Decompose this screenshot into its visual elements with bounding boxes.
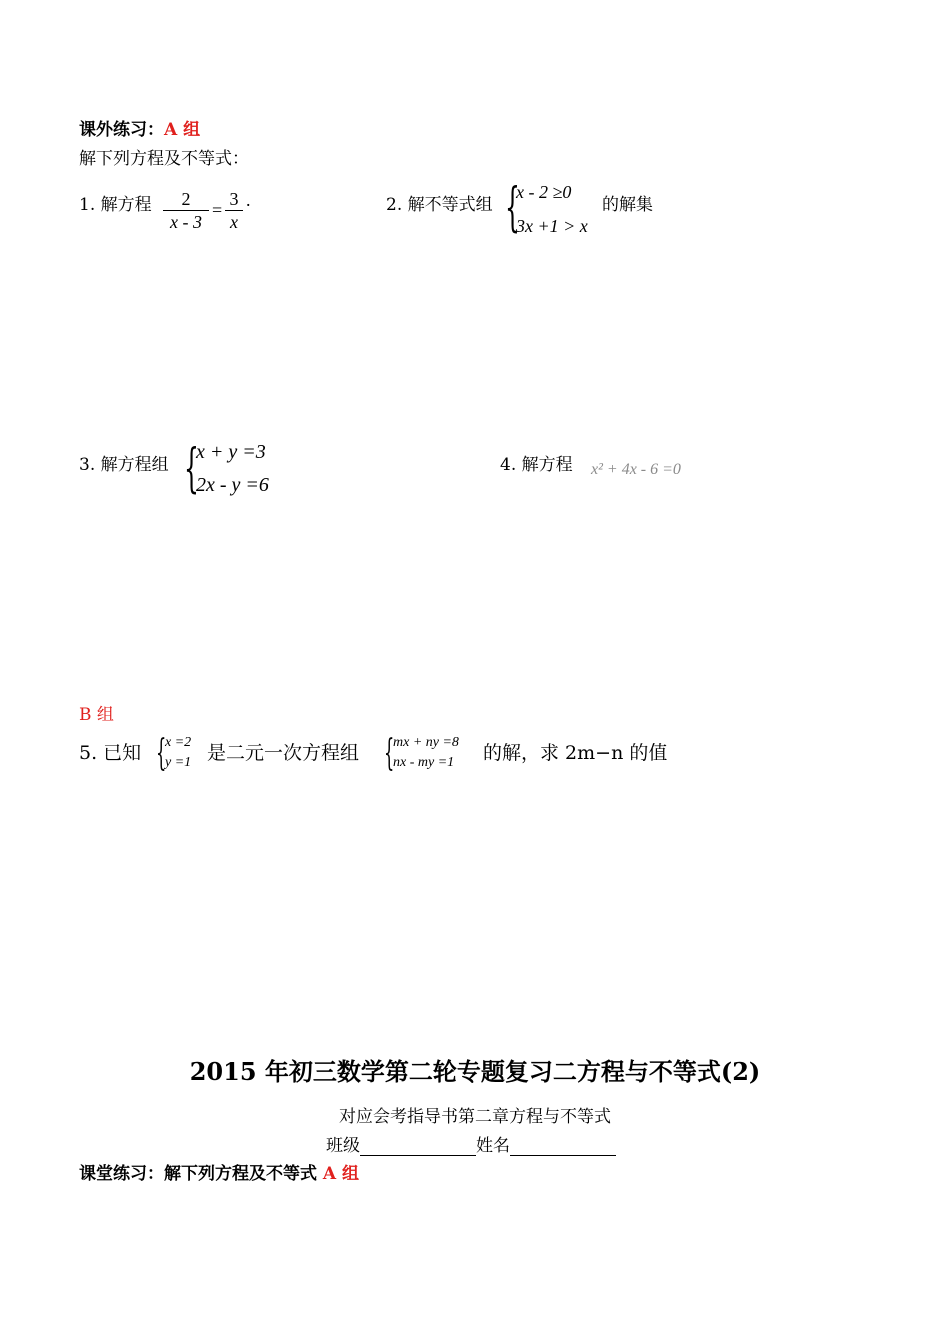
problem-3-line-1: x + y =3 — [196, 441, 266, 463]
section-a-instruction: 解下列方程及不等式： — [79, 149, 249, 169]
problem-5-brace-2: { — [384, 733, 395, 774]
problem-1-label: 1. 解方程 — [79, 195, 152, 215]
problem-2-line-2: 3x +1 > x — [516, 216, 588, 236]
problem-5-system-1-line-2: y =1 — [165, 755, 192, 770]
name-label: 姓名 — [476, 1136, 510, 1156]
problem-2-label: 2. 解不等式组 — [386, 195, 493, 215]
problem-1-numerator-right: 3 — [229, 189, 239, 209]
section-a-group-label: A 组 — [164, 120, 201, 140]
class-label: 班级 — [326, 1136, 360, 1156]
problem-1-fraction-right — [225, 188, 243, 233]
problem-1-numerator-left: 2 — [181, 189, 191, 209]
problem-5-system-2-line-2: nx - my =1 — [393, 755, 455, 770]
classroom-practice-heading — [79, 1159, 359, 1184]
problem-5-brace-1: { — [156, 733, 167, 774]
problem-1-denominator-right: x — [230, 212, 238, 232]
problem-5-suffix: 的解，求 2m−n 的值 — [483, 742, 668, 764]
problem-3-brace: { — [184, 439, 199, 499]
class-blank[interactable] — [360, 1137, 476, 1156]
section-a-title-prefix: 课外练习： — [79, 120, 164, 140]
classroom-practice-prefix: 课堂练习：解下列方程及不等式 — [79, 1164, 323, 1184]
problem-4-equation: x² + 4x - 6 =0 — [591, 461, 681, 478]
problem-2-line-1: x - 2 ≥0 — [516, 182, 572, 202]
problem-3-label: 3. 解方程组 — [79, 455, 169, 475]
problem-2-brace: { — [505, 178, 520, 238]
problem-5-middle-text: 是二元一次方程组 — [207, 742, 360, 764]
problem-3-line-2: 2x - y =6 — [196, 474, 269, 496]
problem-5-label: 5. 已知 — [79, 742, 142, 764]
section-a-title — [79, 115, 200, 140]
problem-1-period: . — [246, 190, 251, 210]
main-title: 2015 年初三数学第二轮专题复习二方程与不等式(2) — [189, 1057, 761, 1086]
section-b-title: B 组 — [79, 705, 114, 725]
problem-5-system-2-line-1: mx + ny =8 — [393, 735, 459, 750]
problem-1-denominator-left: x - 3 — [170, 212, 202, 232]
problem-1-fraction-left — [163, 188, 209, 233]
name-blank[interactable] — [510, 1137, 616, 1156]
problem-5-system-1-line-1: x =2 — [165, 735, 192, 750]
problem-1-equals: = — [212, 200, 223, 220]
problem-4-label: 4. 解方程 — [500, 455, 573, 475]
subtitle: 对应会考指导书第二章方程与不等式 — [339, 1107, 611, 1127]
class-name-line — [326, 1131, 616, 1156]
classroom-practice-group: A 组 — [322, 1164, 360, 1184]
problem-2-suffix: 的解集 — [602, 195, 653, 215]
